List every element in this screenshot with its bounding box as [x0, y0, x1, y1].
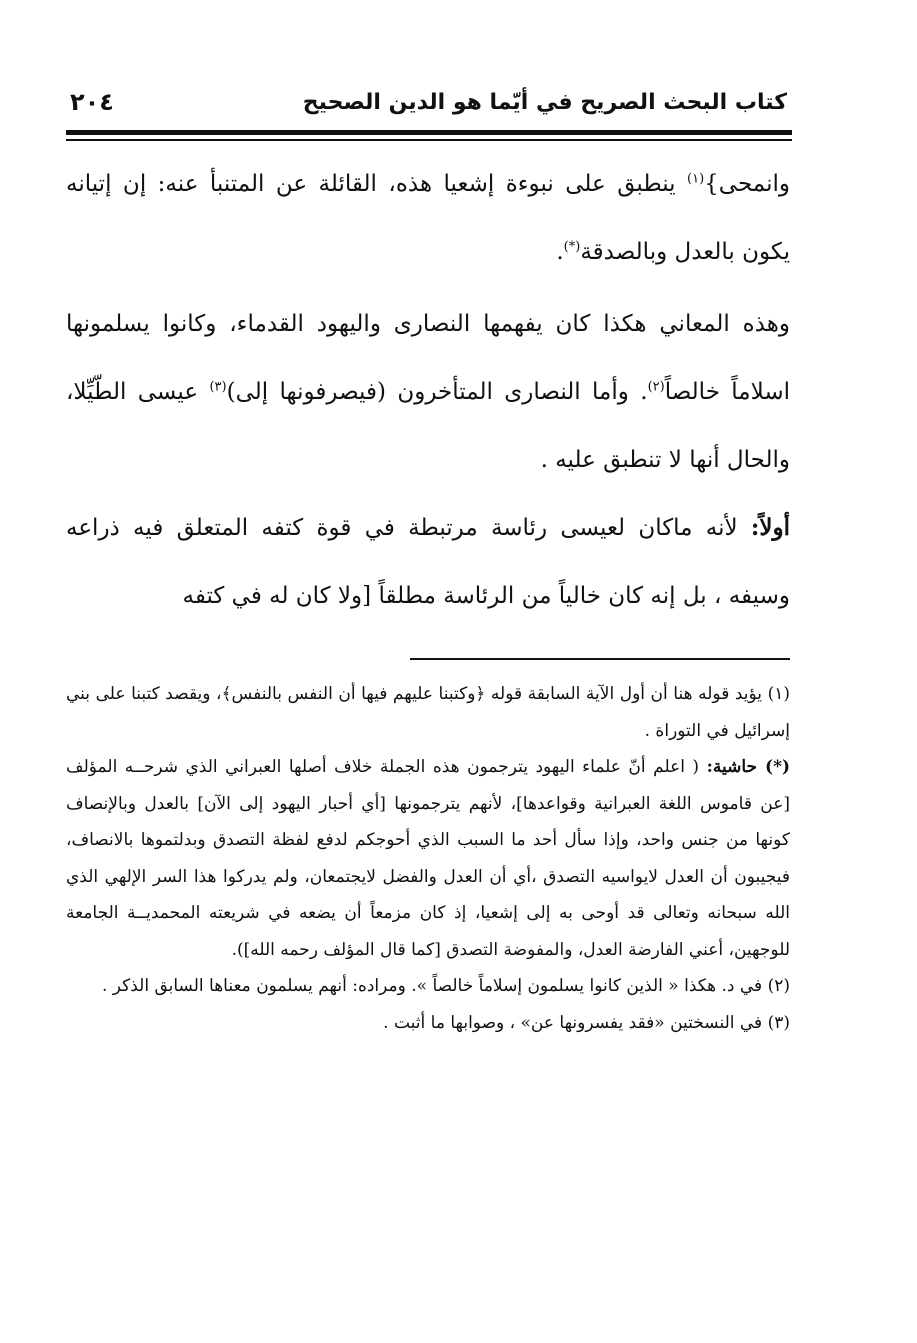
footnotes — [66, 676, 790, 1041]
paragraph-2 — [66, 290, 790, 494]
footnote-1: (١) يؤيد قوله هنا أن أول الآية السابقة قوله ﴿وكتبنا عليهم فيها أن النفس بالنفس﴾، ويقصد كتبنا على بني إسرائيل في التوراة . — [66, 684, 790, 741]
footnote-ref-2: (٢) — [647, 379, 665, 395]
footnote-star-text: ( اعلم أنّ علماء اليهود يترجمون هذه الجملة خلاف أصلها العبراني الذي شرحــه المؤلف [عن قاموس اللغة العبرانية وقواعدها]، لأنهم يترجمونها [أي أحبار اليهود إلى الآن] بالعدل وبالإنصاف كونها من جنس واحد، وإذا سأل أحد ما السبب الذي أحوجكم لدفع لفظة التصدق وبدلتموها بالانصاف، فيجيبون أن العدل لايواسيه التصدق ،أي أن العدل والفضل لايجتمعان، ولم يدركوا هذا السر الإلهي الذي الله سبحانه وتعالى قد أوحى به إلى إشعيا، إذ كان مزمعاً أن يضعه في شريعته المحمديــة الجامعة للوجهين، أعني الفارضة العدل، والمفوضة التصدق [كما قال المؤلف رحمه الله]). — [66, 757, 790, 960]
footnote-ref-star: (*) — [563, 239, 581, 255]
footnote-separator — [410, 658, 790, 660]
footnote-3: (٣) في النسختين «فقد يفسرونها عن» ، وصوابها ما أثبت . — [383, 1012, 790, 1033]
p1-text-2: ينطبق على نبوءة إشعيا هذه، القائلة عن المتنبأ عنه: إن إتيانه يكون بالعدل وبالصدقة — [66, 171, 790, 265]
p3-lead: أولاً: — [750, 514, 790, 541]
header-rule-thick — [66, 130, 792, 135]
footnote-star — [66, 749, 790, 968]
p2-text: وهذه المعاني هكذا كان يفهمها النصارى واليهود القدماء، وكانوا يسلمونها اسلاماً خالصاً — [66, 311, 790, 405]
footnote-ref-3: (٣) — [209, 379, 227, 395]
footnote-star-label: (*) حاشية: — [706, 757, 790, 777]
p1-end: . — [556, 239, 564, 265]
page-number: ٢٠٤ — [70, 88, 114, 116]
p1-text: وانمحى} — [704, 171, 790, 197]
paragraph-1 — [66, 150, 790, 286]
running-title: كتاب البحث الصريح في أيّما هو الدين الصحيح — [302, 90, 787, 115]
p2-text-3: عيسى الطّيِّلا، والحال أنها لا تنطبق عليه . — [66, 379, 790, 473]
p3-text: لأنه ماكان لعيسى رئاسة مرتبطة في قوة كتفه المتعلق فيه ذراعه وسيفه ، بل إنه كان خالياً من الرئاسة مطلقاً [ولا كان له في كتفه — [66, 515, 790, 609]
header-rule-thin — [66, 139, 792, 141]
main-text — [66, 150, 790, 630]
footnote-ref-1: (١) — [687, 171, 705, 187]
footnote-2: (٢) في د. هكذا « الذين كانوا يسلمون إسلاماً خالصاً ». ومراده: أنهم يسلمون معناها السابق الذكر . — [101, 976, 790, 996]
paragraph-3 — [66, 494, 790, 630]
p2-text-2: . وأما النصارى المتأخرون (فيصرفونها إلى) — [226, 379, 648, 405]
